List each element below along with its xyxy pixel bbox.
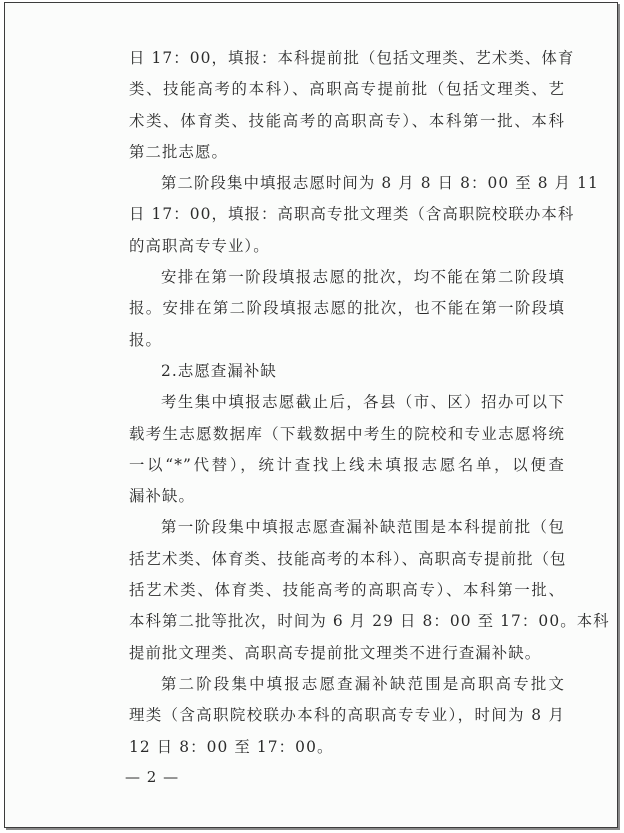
text-line-14: 一以“*”代替），统计查找上线未填报志愿名单，以便查 xyxy=(129,455,565,474)
text-line-20: 提前批文理类、高职高专提前批文理类不进行查漏补缺。 xyxy=(129,643,542,662)
section-heading: 2.志愿查漏补缺 xyxy=(161,361,277,380)
text-line-8: 安排在第一阶段填报志愿的批次，均不能在第二阶段填 xyxy=(161,268,565,287)
text-line-1: 日 17：00，填报：本科提前批（包括文理类、艺术类、体育 xyxy=(129,49,575,67)
text-line-13: 载考生志愿数据库（下载数据中考生的院校和专业志愿将统 xyxy=(129,424,565,443)
text-line-10: 报。 xyxy=(129,330,162,349)
text-line-22: 理类（含高职院校联办本科的高职高专专业），时间为 8 月 xyxy=(129,706,565,725)
text-line-19: 本科第二批等批次，时间为 6 月 29 日 8：00 至 17：00。本科 xyxy=(129,612,610,631)
text-line-4: 第二批志愿。 xyxy=(129,142,228,161)
text-line-21: 第二阶段集中填报志愿查漏补缺范围是高职高专批文 xyxy=(161,674,565,693)
page-number: — 2 — xyxy=(125,768,180,786)
text-line-3: 术类、体育类、技能高考的高职高专）、本科第一批、本科 xyxy=(129,111,565,130)
document-page xyxy=(4,2,618,828)
text-line-17: 括艺术类、体育类、技能高考的本科）、高职高专提前批（包 xyxy=(129,549,567,568)
text-line-23: 12 日 8：00 至 17：00。 xyxy=(129,737,334,756)
document-body xyxy=(129,43,610,763)
text-line-15: 漏补缺。 xyxy=(129,487,195,506)
text-line-5: 第二阶段集中填报志愿时间为 8 月 8 日 8：00 至 8 月 11 xyxy=(161,174,599,193)
text-line-18: 括艺术类、体育类、技能高考的高职高专）、本科第一批、 xyxy=(129,581,565,600)
text-line-9: 报。安排在第二阶段填报志愿的批次，也不能在第一阶段填 xyxy=(129,299,565,318)
text-line-7: 的高职高专专业）。 xyxy=(129,236,270,255)
text-line-6: 日 17：00，填报：高职高专批文理类（含高职院校联办本科 xyxy=(129,205,575,224)
text-line-2: 类、技能高考的本科）、高职高专提前批（包括文理类、艺 xyxy=(129,80,565,99)
text-line-16: 第一阶段集中填报志愿查漏补缺范围是本科提前批（包 xyxy=(161,518,565,537)
text-line-12: 考生集中填报志愿截止后，各县（市、区）招办可以下 xyxy=(161,393,565,412)
